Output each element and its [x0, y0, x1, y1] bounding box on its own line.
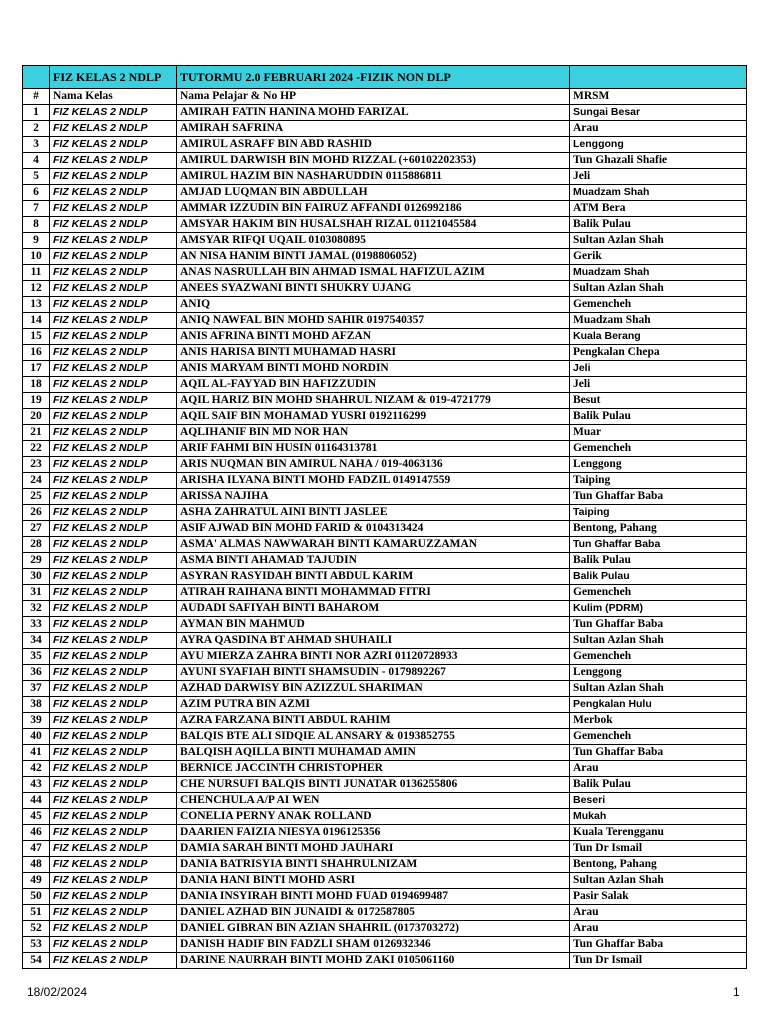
row-mrsm: Pengkalan Chepa: [570, 345, 747, 361]
row-mrsm: Jeli: [570, 361, 747, 377]
column-header-class-name: Nama Kelas: [50, 89, 177, 105]
table-row: [23, 377, 747, 393]
column-header-row: [23, 89, 747, 105]
table-row: [23, 697, 747, 713]
row-student-name: AYMAN BIN MAHMUD: [177, 617, 570, 633]
row-number: 1: [23, 105, 50, 121]
table-row: [23, 233, 747, 249]
row-student-name: AMIRAH FATIN HANINA MOHD FARIZAL: [177, 105, 570, 121]
row-student-name: AMJAD LUQMAN BIN ABDULLAH: [177, 185, 570, 201]
row-number: 16: [23, 345, 50, 361]
title-row-extra-cell: [570, 66, 747, 89]
row-student-name: ASYRAN RASYIDAH BINTI ABDUL KARIM: [177, 569, 570, 585]
row-number: 28: [23, 537, 50, 553]
row-student-name: ASHA ZAHRATUL AINI BINTI JASLEE: [177, 505, 570, 521]
table-row: [23, 921, 747, 937]
row-student-name: AQIL AL-FAYYAD BIN HAFIZZUDIN: [177, 377, 570, 393]
table-row: [23, 953, 747, 969]
table-row: [23, 489, 747, 505]
row-class-name: FIZ KELAS 2 NDLP: [50, 201, 177, 217]
row-class-name: FIZ KELAS 2 NDLP: [50, 313, 177, 329]
table-row: [23, 633, 747, 649]
row-mrsm: Pasir Salak: [570, 889, 747, 905]
row-number: 31: [23, 585, 50, 601]
row-number: 51: [23, 905, 50, 921]
row-number: 52: [23, 921, 50, 937]
row-student-name: DANIA BATRISYIA BINTI SHAHRULNIZAM: [177, 857, 570, 873]
row-student-name: AN NISA HANIM BINTI JAMAL (0198806052): [177, 249, 570, 265]
table-row: [23, 873, 747, 889]
row-student-name: DAMIA SARAH BINTI MOHD JAUHARI: [177, 841, 570, 857]
table-row: [23, 537, 747, 553]
table-row: [23, 521, 747, 537]
row-student-name: BALQISH AQILLA BINTI MUHAMAD AMIN: [177, 745, 570, 761]
row-mrsm: Arau: [570, 905, 747, 921]
table-row: [23, 809, 747, 825]
row-number: 20: [23, 409, 50, 425]
row-student-name: ANAS NASRULLAH BIN AHMAD ISMAL HAFIZUL AZIM: [177, 265, 570, 281]
row-class-name: FIZ KELAS 2 NDLP: [50, 297, 177, 313]
row-class-name: FIZ KELAS 2 NDLP: [50, 137, 177, 153]
row-student-name: BALQIS BTE ALI SIDQIE AL ANSARY & 0193852755: [177, 729, 570, 745]
table-row: [23, 745, 747, 761]
row-mrsm: Lenggong: [570, 665, 747, 681]
row-mrsm: Jeli: [570, 377, 747, 393]
row-student-name: AMIRUL HAZIM BIN NASHARUDDIN 0115886811: [177, 169, 570, 185]
row-class-name: FIZ KELAS 2 NDLP: [50, 185, 177, 201]
table-row: [23, 393, 747, 409]
row-mrsm: Balik Pulau: [570, 777, 747, 793]
row-number: 14: [23, 313, 50, 329]
row-mrsm: Balik Pulau: [570, 409, 747, 425]
row-number: 11: [23, 265, 50, 281]
row-number: 30: [23, 569, 50, 585]
row-class-name: FIZ KELAS 2 NDLP: [50, 857, 177, 873]
row-number: 17: [23, 361, 50, 377]
row-student-name: DANISH HADIF BIN FADZLI SHAM 0126932346: [177, 937, 570, 953]
row-number: 43: [23, 777, 50, 793]
row-class-name: FIZ KELAS 2 NDLP: [50, 249, 177, 265]
row-student-name: AYRA QASDINA BT AHMAD SHUHAILI: [177, 633, 570, 649]
row-class-name: FIZ KELAS 2 NDLP: [50, 729, 177, 745]
row-student-name: DANIEL GIBRAN BIN AZIAN SHAHRIL (0173703272): [177, 921, 570, 937]
row-number: 41: [23, 745, 50, 761]
table-row: [23, 665, 747, 681]
row-student-name: ARISHA ILYANA BINTI MOHD FADZIL 0149147559: [177, 473, 570, 489]
row-number: 10: [23, 249, 50, 265]
row-mrsm: Kuala Berang: [570, 329, 747, 345]
row-mrsm: Muadzam Shah: [570, 185, 747, 201]
row-mrsm: Gemencheh: [570, 729, 747, 745]
row-mrsm: Sultan Azlan Shah: [570, 633, 747, 649]
row-number: 15: [23, 329, 50, 345]
row-student-name: ANIS HARISA BINTI MUHAMAD HASRI: [177, 345, 570, 361]
row-class-name: FIZ KELAS 2 NDLP: [50, 409, 177, 425]
row-mrsm: Taiping: [570, 505, 747, 521]
row-number: 47: [23, 841, 50, 857]
row-class-name: FIZ KELAS 2 NDLP: [50, 585, 177, 601]
row-number: 12: [23, 281, 50, 297]
row-student-name: DANIEL AZHAD BIN JUNAIDI & 0172587805: [177, 905, 570, 921]
row-class-name: FIZ KELAS 2 NDLP: [50, 953, 177, 969]
row-number: 39: [23, 713, 50, 729]
row-class-name: FIZ KELAS 2 NDLP: [50, 873, 177, 889]
row-student-name: CHENCHULA A/P AI WEN: [177, 793, 570, 809]
row-class-name: FIZ KELAS 2 NDLP: [50, 617, 177, 633]
row-number: 53: [23, 937, 50, 953]
table-row: [23, 249, 747, 265]
table-row: [23, 425, 747, 441]
row-class-name: FIZ KELAS 2 NDLP: [50, 105, 177, 121]
row-class-name: FIZ KELAS 2 NDLP: [50, 217, 177, 233]
row-number: 45: [23, 809, 50, 825]
row-mrsm: Muadzam Shah: [570, 265, 747, 281]
row-class-name: FIZ KELAS 2 NDLP: [50, 937, 177, 953]
row-mrsm: Arau: [570, 921, 747, 937]
row-number: 22: [23, 441, 50, 457]
title-row: [23, 66, 747, 89]
row-number: 27: [23, 521, 50, 537]
table-row: [23, 121, 747, 137]
row-number: 6: [23, 185, 50, 201]
row-mrsm: Tun Dr Ismail: [570, 841, 747, 857]
row-class-name: FIZ KELAS 2 NDLP: [50, 169, 177, 185]
table-row: [23, 169, 747, 185]
row-class-name: FIZ KELAS 2 NDLP: [50, 441, 177, 457]
row-number: 25: [23, 489, 50, 505]
row-student-name: AZRA FARZANA BINTI ABDUL RAHIM: [177, 713, 570, 729]
row-class-name: FIZ KELAS 2 NDLP: [50, 121, 177, 137]
row-mrsm: Sultan Azlan Shah: [570, 233, 747, 249]
row-class-name: FIZ KELAS 2 NDLP: [50, 329, 177, 345]
row-number: 4: [23, 153, 50, 169]
row-number: 50: [23, 889, 50, 905]
row-class-name: FIZ KELAS 2 NDLP: [50, 745, 177, 761]
row-mrsm: Muadzam Shah: [570, 313, 747, 329]
row-mrsm: Sungai Besar: [570, 105, 747, 121]
row-number: 49: [23, 873, 50, 889]
row-class-name: FIZ KELAS 2 NDLP: [50, 265, 177, 281]
table-row: [23, 441, 747, 457]
table-row: [23, 473, 747, 489]
sheet-title-cell: TUTORMU 2.0 FEBRUARI 2024 -FIZIK NON DLP: [177, 66, 570, 89]
table-row: [23, 937, 747, 953]
row-number: 3: [23, 137, 50, 153]
table-row: [23, 409, 747, 425]
row-student-name: CHE NURSUFI BALQIS BINTI JUNATAR 0136255806: [177, 777, 570, 793]
row-class-name: FIZ KELAS 2 NDLP: [50, 905, 177, 921]
row-mrsm: Arau: [570, 121, 747, 137]
row-student-name: ARIF FAHMI BIN HUSIN 01164313781: [177, 441, 570, 457]
table-row: [23, 569, 747, 585]
column-header-mrsm: MRSM: [570, 89, 747, 105]
row-mrsm: Gemencheh: [570, 297, 747, 313]
row-student-name: ASMA' ALMAS NAWWARAH BINTI KAMARUZZAMAN: [177, 537, 570, 553]
table-row: [23, 281, 747, 297]
row-mrsm: Besut: [570, 393, 747, 409]
row-student-name: ANIQ NAWFAL BIN MOHD SAHIR 0197540357: [177, 313, 570, 329]
row-class-name: FIZ KELAS 2 NDLP: [50, 361, 177, 377]
table-row: [23, 201, 747, 217]
row-student-name: DAARIEN FAIZIA NIESYA 0196125356: [177, 825, 570, 841]
row-class-name: FIZ KELAS 2 NDLP: [50, 569, 177, 585]
row-class-name: FIZ KELAS 2 NDLP: [50, 793, 177, 809]
row-student-name: ANIQ: [177, 297, 570, 313]
row-mrsm: Gemencheh: [570, 441, 747, 457]
row-number: 19: [23, 393, 50, 409]
row-mrsm: Tun Ghaffar Baba: [570, 937, 747, 953]
table-row: [23, 681, 747, 697]
row-student-name: AYUNI SYAFIAH BINTI SHAMSUDIN - 0179892267: [177, 665, 570, 681]
table-row: [23, 313, 747, 329]
row-student-name: ASMA BINTI AHAMAD TAJUDIN: [177, 553, 570, 569]
row-student-name: AZHAD DARWISY BIN AZIZZUL SHARIMAN: [177, 681, 570, 697]
row-class-name: FIZ KELAS 2 NDLP: [50, 281, 177, 297]
row-class-name: FIZ KELAS 2 NDLP: [50, 521, 177, 537]
row-student-name: AMIRUL DARWISH BIN MOHD RIZZAL (+60102202353): [177, 153, 570, 169]
row-student-name: AMMAR IZZUDIN BIN FAIRUZ AFFANDI 0126992186: [177, 201, 570, 217]
row-number: 29: [23, 553, 50, 569]
row-number: 37: [23, 681, 50, 697]
row-number: 24: [23, 473, 50, 489]
row-student-name: DANIA HANI BINTI MOHD ASRI: [177, 873, 570, 889]
footer-date: 18/02/2024: [27, 985, 88, 999]
table-row: [23, 729, 747, 745]
table-row: [23, 649, 747, 665]
row-student-name: AYU MIERZA ZAHRA BINTI NOR AZRI 01120728933: [177, 649, 570, 665]
table-row: [23, 457, 747, 473]
row-number: 5: [23, 169, 50, 185]
row-class-name: FIZ KELAS 2 NDLP: [50, 633, 177, 649]
row-student-name: ARISSA NAJIHA: [177, 489, 570, 505]
row-number: 34: [23, 633, 50, 649]
row-number: 23: [23, 457, 50, 473]
row-mrsm: Tun Ghaffar Baba: [570, 617, 747, 633]
row-number: 18: [23, 377, 50, 393]
row-class-name: FIZ KELAS 2 NDLP: [50, 457, 177, 473]
row-student-name: ANEES SYAZWANI BINTI SHUKRY UJANG: [177, 281, 570, 297]
table-row: [23, 217, 747, 233]
row-mrsm: Lenggong: [570, 457, 747, 473]
row-mrsm: Balik Pulau: [570, 553, 747, 569]
row-mrsm: Bentong, Pahang: [570, 857, 747, 873]
row-number: 26: [23, 505, 50, 521]
table-row: [23, 905, 747, 921]
row-mrsm: Pengkalan Hulu: [570, 697, 747, 713]
row-student-name: ARIS NUQMAN BIN AMIRUL NAHA / 019-4063136: [177, 457, 570, 473]
table-row: [23, 185, 747, 201]
row-student-name: ANIS AFRINA BINTI MOHD AFZAN: [177, 329, 570, 345]
row-student-name: AMSYAR RIFQI UQAIL 0103080895: [177, 233, 570, 249]
row-class-name: FIZ KELAS 2 NDLP: [50, 153, 177, 169]
row-student-name: ATIRAH RAIHANA BINTI MOHAMMAD FITRI: [177, 585, 570, 601]
row-class-name: FIZ KELAS 2 NDLP: [50, 489, 177, 505]
row-student-name: ASIF AJWAD BIN MOHD FARID & 0104313424: [177, 521, 570, 537]
table-row: [23, 153, 747, 169]
table-row: [23, 329, 747, 345]
row-mrsm: Balik Pulau: [570, 569, 747, 585]
row-class-name: FIZ KELAS 2 NDLP: [50, 665, 177, 681]
row-mrsm: Sultan Azlan Shah: [570, 681, 747, 697]
row-student-name: ANIS MARYAM BINTI MOHD NORDIN: [177, 361, 570, 377]
table-row: [23, 585, 747, 601]
row-student-name: AQIL SAIF BIN MOHAMAD YUSRI 0192116299: [177, 409, 570, 425]
row-class-name: FIZ KELAS 2 NDLP: [50, 537, 177, 553]
column-header-number: #: [23, 89, 50, 105]
table-row: [23, 617, 747, 633]
row-student-name: BERNICE JACCINTH CHRISTOPHER: [177, 761, 570, 777]
row-student-name: AUDADI SAFIYAH BINTI BAHAROM: [177, 601, 570, 617]
row-number: 54: [23, 953, 50, 969]
row-number: 36: [23, 665, 50, 681]
row-number: 9: [23, 233, 50, 249]
row-number: 44: [23, 793, 50, 809]
row-student-name: AQIL HARIZ BIN MOHD SHAHRUL NIZAM & 019-4721779: [177, 393, 570, 409]
table-row: [23, 889, 747, 905]
row-mrsm: Sultan Azlan Shah: [570, 281, 747, 297]
column-header-student-name: Nama Pelajar & No HP: [177, 89, 570, 105]
row-mrsm: Taiping: [570, 473, 747, 489]
row-number: 38: [23, 697, 50, 713]
row-class-name: FIZ KELAS 2 NDLP: [50, 713, 177, 729]
row-mrsm: Arau: [570, 761, 747, 777]
row-student-name: AZIM PUTRA BIN AZMI: [177, 697, 570, 713]
row-number: 7: [23, 201, 50, 217]
row-mrsm: Kuala Terengganu: [570, 825, 747, 841]
row-class-name: FIZ KELAS 2 NDLP: [50, 473, 177, 489]
row-mrsm: Jeli: [570, 169, 747, 185]
row-mrsm: Tun Ghazali Shafie: [570, 153, 747, 169]
row-class-name: FIZ KELAS 2 NDLP: [50, 649, 177, 665]
row-mrsm: Gemencheh: [570, 585, 747, 601]
row-student-name: CONELIA PERNY ANAK ROLLAND: [177, 809, 570, 825]
row-student-name: AQLIHANIF BIN MD NOR HAN: [177, 425, 570, 441]
row-class-name: FIZ KELAS 2 NDLP: [50, 681, 177, 697]
table-row: [23, 761, 747, 777]
row-class-name: FIZ KELAS 2 NDLP: [50, 889, 177, 905]
row-number: 46: [23, 825, 50, 841]
table-row: [23, 841, 747, 857]
row-mrsm: ATM Bera: [570, 201, 747, 217]
row-mrsm: Tun Ghaffar Baba: [570, 745, 747, 761]
row-mrsm: Mukah: [570, 809, 747, 825]
row-number: 21: [23, 425, 50, 441]
row-class-name: FIZ KELAS 2 NDLP: [50, 921, 177, 937]
row-class-name: FIZ KELAS 2 NDLP: [50, 841, 177, 857]
row-class-name: FIZ KELAS 2 NDLP: [50, 553, 177, 569]
row-mrsm: Kulim (PDRM): [570, 601, 747, 617]
row-number: 13: [23, 297, 50, 313]
row-class-name: FIZ KELAS 2 NDLP: [50, 777, 177, 793]
table-row: [23, 553, 747, 569]
student-list-table: [22, 65, 747, 969]
row-mrsm: Muar: [570, 425, 747, 441]
row-mrsm: Gemencheh: [570, 649, 747, 665]
table-row: [23, 505, 747, 521]
row-mrsm: Sultan Azlan Shah: [570, 873, 747, 889]
row-mrsm: Merbok: [570, 713, 747, 729]
row-mrsm: Tun Dr Ismail: [570, 953, 747, 969]
table-row: [23, 105, 747, 121]
row-class-name: FIZ KELAS 2 NDLP: [50, 761, 177, 777]
class-title-cell: FIZ KELAS 2 NDLP: [50, 66, 177, 89]
title-row-blank-cell: [23, 66, 50, 89]
row-mrsm: Balik Pulau: [570, 217, 747, 233]
table-row: [23, 857, 747, 873]
table-row: [23, 713, 747, 729]
table-row: [23, 777, 747, 793]
row-class-name: FIZ KELAS 2 NDLP: [50, 505, 177, 521]
row-class-name: FIZ KELAS 2 NDLP: [50, 425, 177, 441]
row-number: 35: [23, 649, 50, 665]
row-mrsm: Beseri: [570, 793, 747, 809]
table-row: [23, 345, 747, 361]
row-student-name: DANIA INSYIRAH BINTI MOHD FUAD 0194699487: [177, 889, 570, 905]
table-row: [23, 137, 747, 153]
table-row: [23, 601, 747, 617]
row-class-name: FIZ KELAS 2 NDLP: [50, 345, 177, 361]
table-row: [23, 265, 747, 281]
row-mrsm: Tun Ghaffar Baba: [570, 537, 747, 553]
row-student-name: AMIRUL ASRAFF BIN ABD RASHID: [177, 137, 570, 153]
row-number: 2: [23, 121, 50, 137]
table-row: [23, 793, 747, 809]
table-row: [23, 297, 747, 313]
row-number: 40: [23, 729, 50, 745]
row-class-name: FIZ KELAS 2 NDLP: [50, 233, 177, 249]
row-class-name: FIZ KELAS 2 NDLP: [50, 601, 177, 617]
row-number: 48: [23, 857, 50, 873]
row-mrsm: Tun Ghaffar Baba: [570, 489, 747, 505]
row-class-name: FIZ KELAS 2 NDLP: [50, 809, 177, 825]
row-student-name: DARINE NAURRAH BINTI MOHD ZAKI 0105061160: [177, 953, 570, 969]
footer-page-number: 1: [733, 985, 740, 999]
row-class-name: FIZ KELAS 2 NDLP: [50, 825, 177, 841]
row-mrsm: Gerik: [570, 249, 747, 265]
row-student-name: AMSYAR HAKIM BIN HUSALSHAH RIZAL 01121045584: [177, 217, 570, 233]
row-class-name: FIZ KELAS 2 NDLP: [50, 377, 177, 393]
row-mrsm: Bentong, Pahang: [570, 521, 747, 537]
row-mrsm: Lenggong: [570, 137, 747, 153]
row-class-name: FIZ KELAS 2 NDLP: [50, 393, 177, 409]
table-row: [23, 361, 747, 377]
table-row: [23, 825, 747, 841]
row-number: 8: [23, 217, 50, 233]
row-student-name: AMIRAH SAFRINA: [177, 121, 570, 137]
row-number: 42: [23, 761, 50, 777]
row-class-name: FIZ KELAS 2 NDLP: [50, 697, 177, 713]
row-number: 32: [23, 601, 50, 617]
row-number: 33: [23, 617, 50, 633]
